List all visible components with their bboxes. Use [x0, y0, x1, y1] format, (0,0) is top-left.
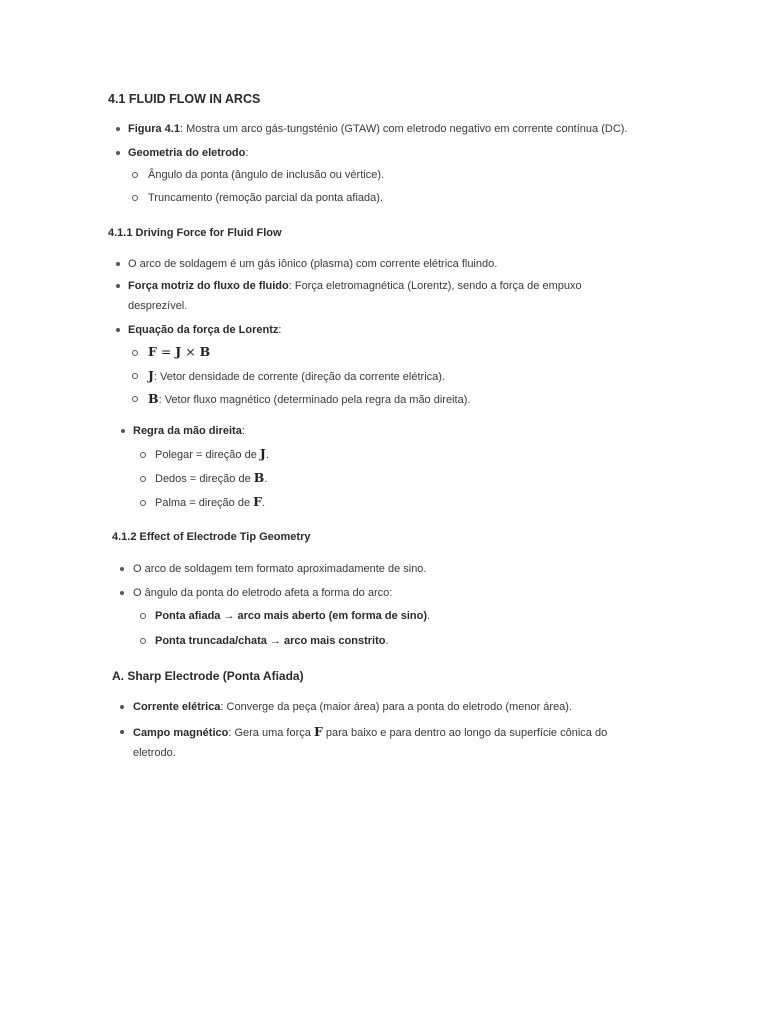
regra-label: Regra da mão direita	[133, 425, 242, 437]
polegar-symbol: J	[259, 446, 266, 461]
equacao-label: Equação da força de Lorentz	[128, 324, 279, 336]
section-a-title: A. Sharp Electrode (Ponta Afiada)	[112, 669, 304, 683]
bullet-dot	[116, 328, 120, 332]
bullet-dot	[120, 730, 124, 734]
polegar-item	[155, 447, 269, 462]
sub-bullet-circle	[140, 638, 146, 644]
palma-text: Palma = direção de	[155, 497, 254, 509]
sub-bullet-circle	[132, 396, 138, 402]
b-text: : Vetor fluxo magnético (determinado pela regra da mão direita).	[158, 394, 471, 406]
dedos-text: Dedos = direção de	[155, 473, 254, 485]
campo-continuation: eletrodo.	[133, 747, 176, 759]
arco-plasma-item: O arco de soldagem é um gás iônico (plasma) com corrente elétrica fluindo.	[128, 258, 498, 270]
equacao-suffix: :	[278, 324, 282, 336]
b-vector-item	[148, 392, 470, 407]
corrente-item	[133, 700, 572, 714]
campo-label: Campo magnético	[133, 727, 229, 739]
regra-item	[133, 424, 245, 438]
geometria-subitem-2: Truncamento (remoção parcial da ponta afiada).	[148, 192, 383, 204]
bullet-dot	[116, 151, 120, 155]
geometria-suffix: :	[245, 147, 249, 159]
campo-text-2: para baixo e para dentro ao longo da superfície cônica do	[322, 727, 608, 739]
forca-motriz-continuation: desprezível.	[128, 300, 188, 312]
j-vector-item	[148, 369, 445, 384]
equacao-item	[128, 323, 281, 337]
ponta-truncada-item	[155, 634, 389, 648]
corrente-label: Corrente elétrica	[133, 701, 221, 713]
dedos-item	[155, 471, 267, 486]
palma-symbol: F	[253, 494, 263, 509]
campo-item	[133, 725, 607, 740]
figura-4-1-item	[128, 122, 627, 136]
bullet-dot	[120, 705, 124, 709]
campo-symbol: F	[313, 724, 323, 739]
j-symbol: J	[148, 368, 154, 383]
lorentz-equation	[148, 345, 210, 360]
forca-text-1: : Força eletromagnética (Lorentz), sendo a força de empuxo	[288, 280, 582, 292]
angulo-item: O ângulo da ponta do eletrodo afeta a forma do arco:	[133, 587, 393, 599]
palma-period: .	[262, 497, 266, 509]
bullet-dot	[116, 262, 120, 266]
section-4-1-2-title: 4.1.2 Effect of Electrode Tip Geometry	[112, 531, 311, 543]
j-text: : Vetor densidade de corrente (direção da corrente elétrica).	[153, 371, 445, 383]
ponta-truncada-text: Ponta truncada/chata → arco mais constrito	[155, 635, 386, 647]
eq-j-symbol: J	[175, 344, 182, 359]
sub-bullet-circle	[140, 613, 146, 619]
sub-bullet-circle	[132, 195, 138, 201]
ponta-truncada-period: .	[385, 635, 389, 647]
sub-bullet-circle	[132, 373, 138, 379]
figura-text: : Mostra um arco gás-tungsténio (GTAW) com eletrodo negativo em corrente contínua (DC).	[179, 123, 628, 135]
sub-bullet-circle	[140, 500, 146, 506]
geometria-item	[128, 146, 248, 160]
geometria-label: Geometria do eletrodo	[128, 147, 246, 159]
figura-label: Figura 4.1	[128, 123, 180, 135]
campo-text-1: : Gera uma força	[228, 727, 314, 739]
sub-bullet-circle	[140, 476, 146, 482]
dedos-period: .	[264, 473, 268, 485]
ponta-afiada-period: .	[427, 610, 431, 622]
corrente-text: : Converge da peça (maior área) para a ponta do eletrodo (menor área).	[220, 701, 573, 713]
bullet-dot	[121, 429, 125, 433]
b-symbol: B	[148, 391, 159, 406]
eq-b-symbol: B	[199, 344, 211, 359]
ponta-afiada-text: Ponta afiada → arco mais aberto (em forma de sino)	[155, 610, 428, 622]
geometria-subitem-1: Ângulo da ponta (ângulo de inclusão ou vértice).	[148, 169, 385, 181]
bullet-dot	[116, 284, 120, 288]
bullet-dot	[120, 591, 124, 595]
polegar-text: Polegar = direção de	[155, 449, 260, 461]
section-4-1-1-title: 4.1.1 Driving Force for Fluid Flow	[108, 227, 282, 239]
bullet-dot	[120, 567, 124, 571]
section-4-1-title: 4.1 FLUID FLOW IN ARCS	[108, 92, 261, 106]
sino-item: O arco de soldagem tem formato aproximadamente de sino.	[133, 563, 427, 575]
palma-item	[155, 495, 265, 510]
bullet-dot	[116, 127, 120, 131]
sub-bullet-circle	[132, 172, 138, 178]
dedos-symbol: B	[253, 470, 265, 485]
eq-equals: =	[156, 344, 176, 359]
eq-f-symbol: F	[148, 344, 157, 359]
regra-suffix: :	[241, 425, 245, 437]
sub-bullet-circle	[132, 350, 138, 356]
forca-label: Força motriz do fluxo de fluido	[128, 280, 289, 292]
ponta-afiada-item	[155, 609, 430, 623]
polegar-period: .	[265, 449, 269, 461]
eq-times: ×	[181, 344, 200, 359]
sub-bullet-circle	[140, 452, 146, 458]
forca-motriz-item	[128, 279, 582, 293]
